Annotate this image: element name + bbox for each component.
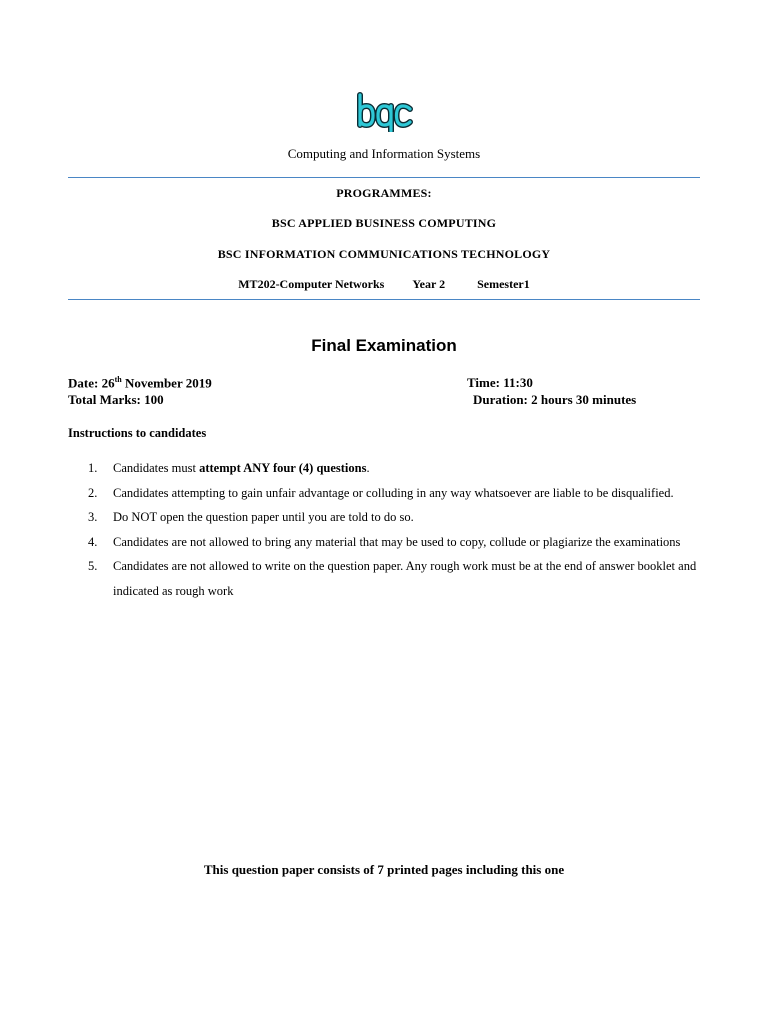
top-divider — [68, 177, 700, 178]
exam-title: Final Examination — [311, 336, 457, 355]
exam-time: Time: 11:30 — [467, 375, 533, 390]
programme-item: BSC INFORMATION COMMUNICATIONS TECHNOLOGY — [217, 247, 551, 261]
list-item: 4. Candidates are not allowed to bring any material that may be used to copy, collude or plagiarize the examinations — [88, 534, 681, 549]
course-year: Year 2 — [412, 277, 446, 291]
course-line — [0, 277, 768, 292]
exam-date-label: Date: 26 — [68, 375, 115, 391]
exam-date-rest: November 2019 — [121, 375, 212, 391]
course-code-name: MT202-Computer Networks — [238, 277, 385, 291]
exam-date — [68, 375, 212, 391]
exam-duration: Duration: 2 hours 30 minutes — [473, 392, 637, 407]
bqc-logo — [354, 92, 418, 132]
department-name: Computing and Information Systems — [287, 146, 481, 161]
instructions-list — [88, 456, 700, 603]
logo-text: bqc — [354, 92, 356, 93]
programme-item: BSC APPLIED BUSINESS COMPUTING — [271, 216, 497, 230]
list-item: 2. Candidates attempting to gain unfair advantage or colluding in any way whatsoever are liable to be disqualified. — [88, 485, 674, 500]
course-semester: Semester1 — [477, 277, 530, 291]
list-item: 1. Candidates must attempt ANY four (4) questions. — [88, 461, 370, 475]
instructions-heading: Instructions to candidates — [68, 426, 207, 440]
list-item: 3. Do NOT open the question paper until you are told to do so. — [88, 510, 414, 524]
page-count-note: This question paper consists of 7 printed pages including this one — [203, 862, 565, 877]
list-item: 5. Candidates are not allowed to write on the question paper. Any rough work must be at the end of answer booklet and indicated as rough work — [88, 559, 697, 598]
total-marks: Total Marks: 100 — [68, 392, 164, 407]
bottom-divider — [68, 299, 700, 300]
exam-date-suffix: th — [114, 375, 122, 384]
programmes-heading: PROGRAMMES: — [336, 186, 432, 200]
